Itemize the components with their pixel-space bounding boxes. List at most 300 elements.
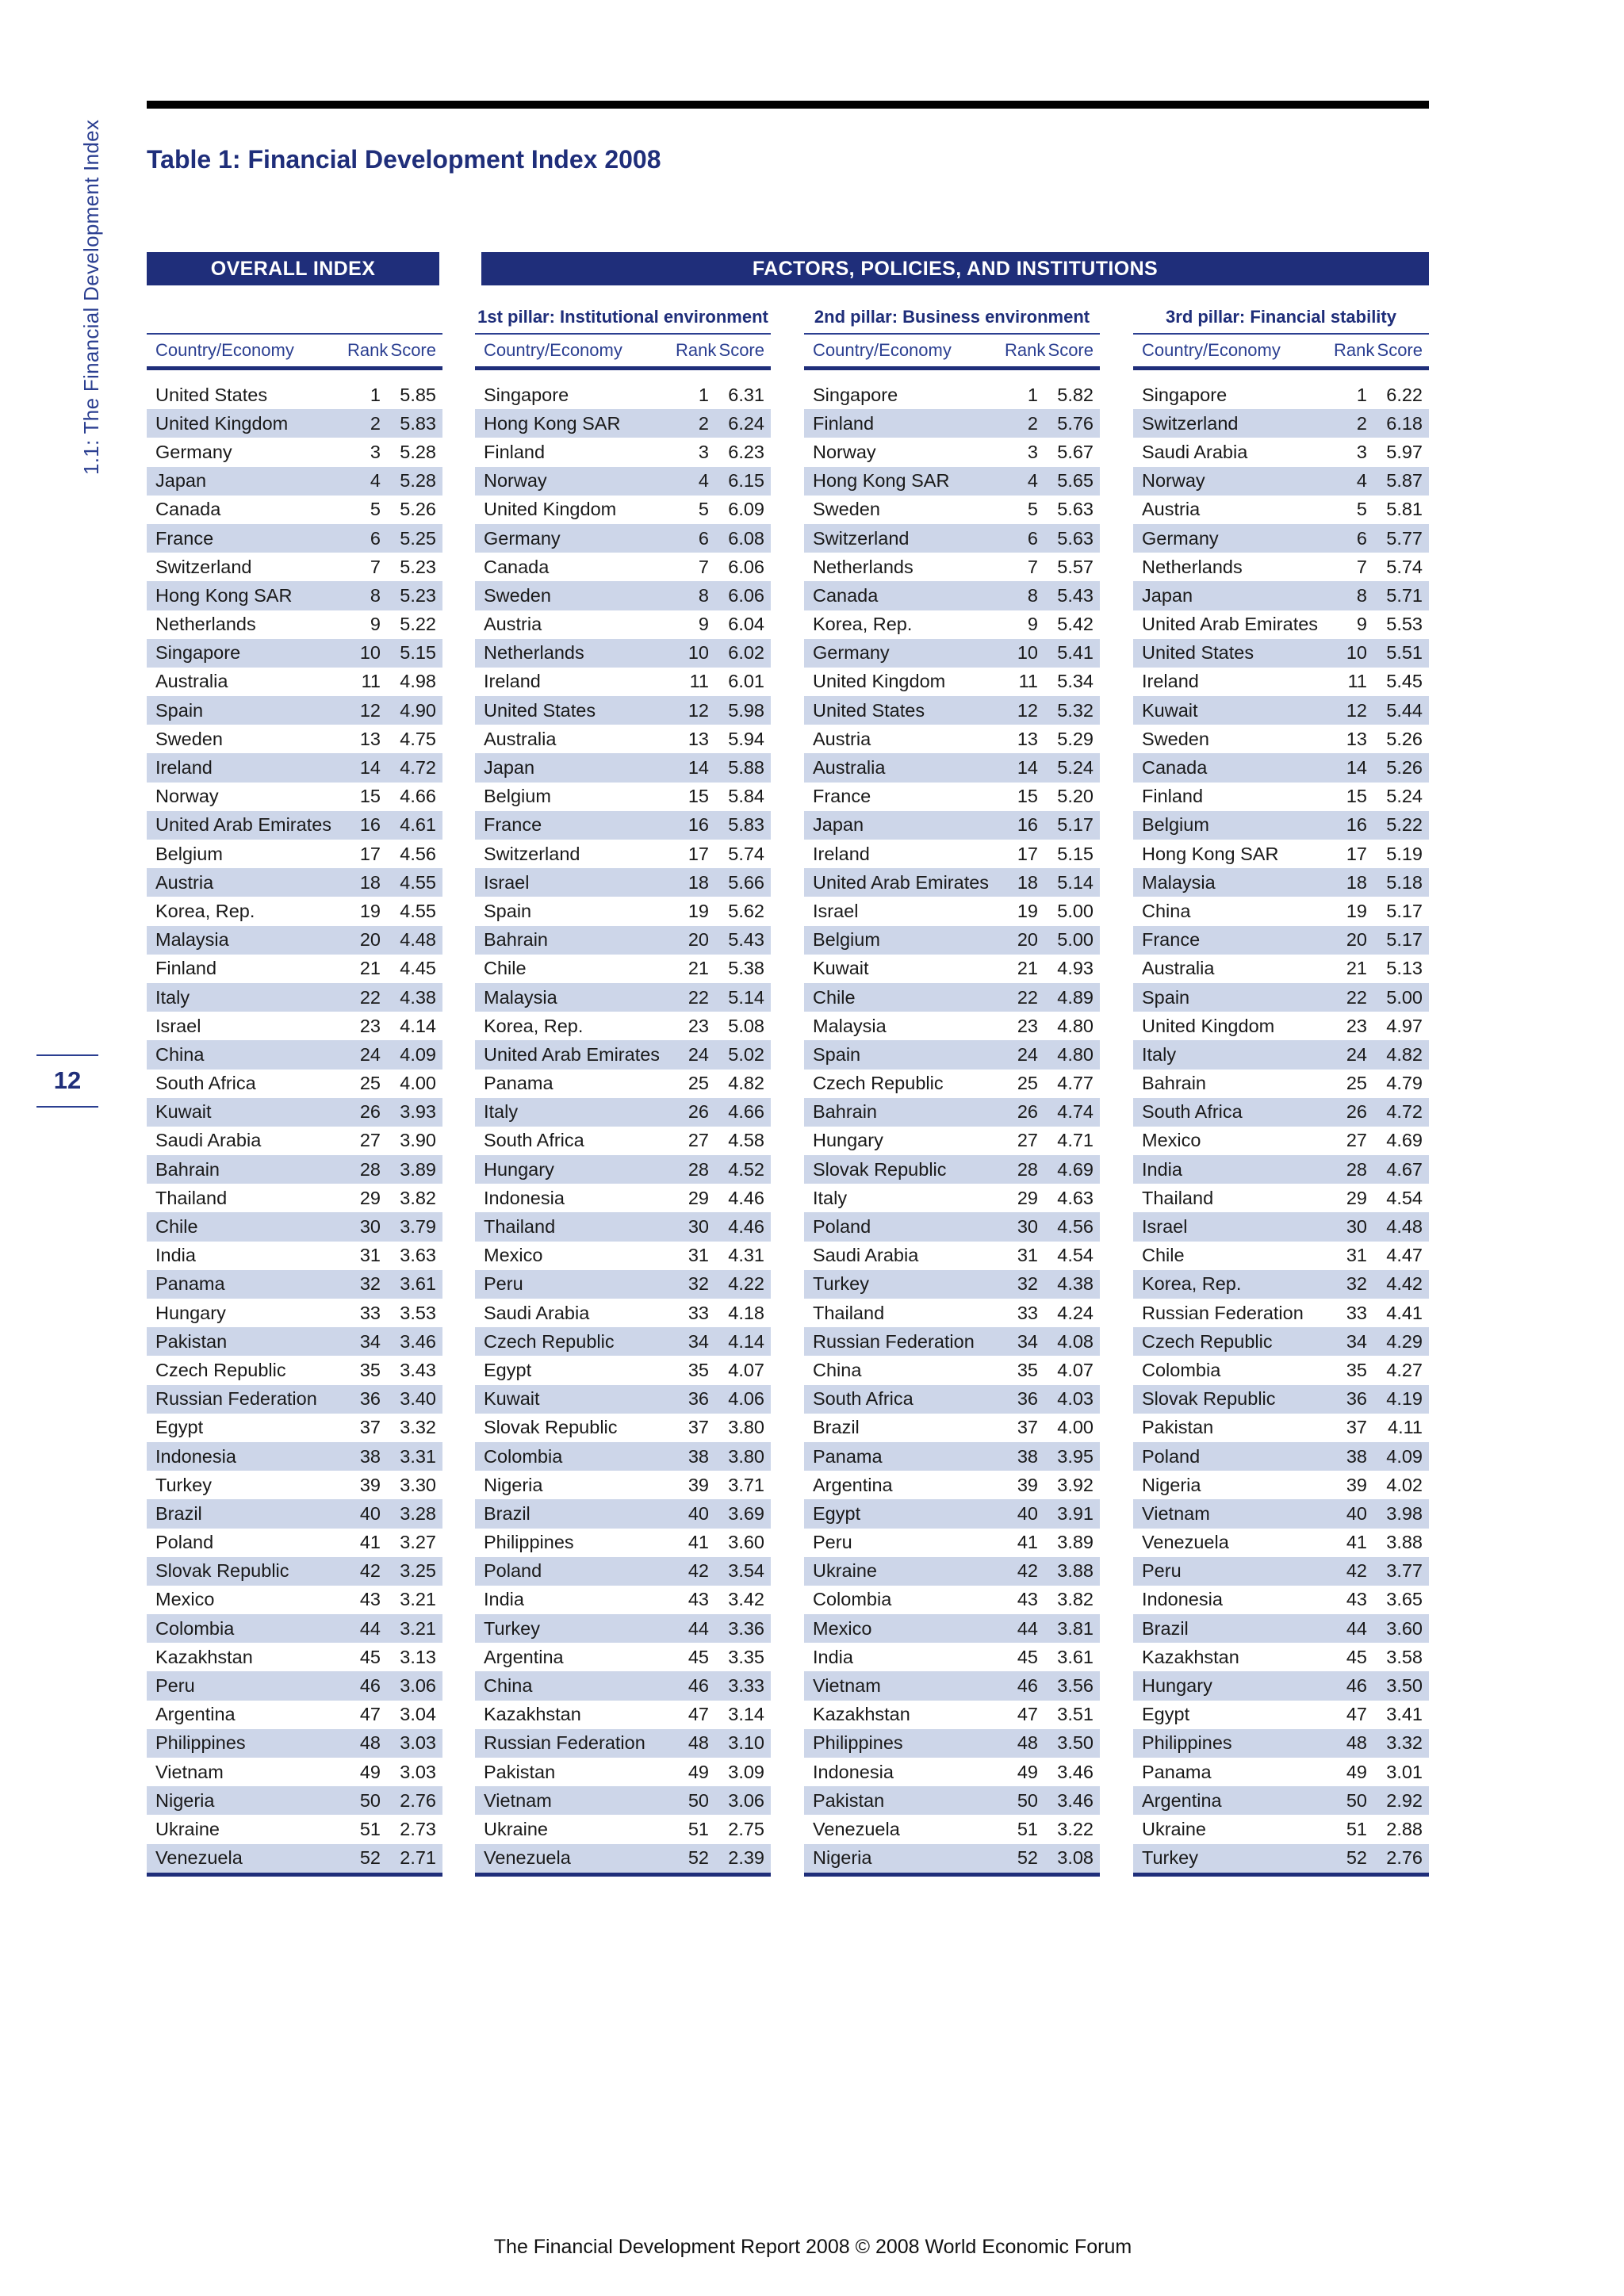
score-value: 4.14 [400, 1015, 436, 1036]
score-value: 5.63 [1057, 527, 1094, 549]
table-pillar-3 [1133, 301, 1429, 1877]
rank-value: 44 [688, 1617, 709, 1639]
rank-value: 2 [1027, 412, 1038, 434]
rank-value: 52 [1017, 1847, 1038, 1869]
score-value: 3.63 [400, 1245, 436, 1266]
table-bottom-rule [475, 1873, 771, 1877]
country-name: Kazakhstan [1142, 1646, 1239, 1667]
rank-value: 51 [359, 1818, 381, 1839]
rank-value: 22 [1017, 986, 1038, 1008]
score-value: 3.51 [1057, 1704, 1094, 1725]
score-value: 3.82 [1057, 1589, 1094, 1610]
score-value: 5.43 [1057, 584, 1094, 606]
rank-value: 39 [688, 1474, 709, 1495]
table-row [804, 983, 1100, 1012]
country-name: Malaysia [813, 1015, 887, 1036]
table-row [804, 955, 1100, 983]
country-name: China [155, 1043, 205, 1065]
country-name: Sweden [484, 584, 551, 606]
table-row [475, 581, 771, 610]
table-bottom-rule [1133, 1873, 1429, 1877]
score-value: 3.32 [1386, 1732, 1423, 1754]
country-name: Hungary [155, 1302, 226, 1323]
rank-value: 28 [688, 1158, 709, 1180]
score-value: 4.02 [1386, 1474, 1423, 1495]
rank-value: 29 [1346, 1187, 1367, 1208]
country-name: Hungary [484, 1158, 554, 1180]
table-row [147, 1786, 442, 1815]
table-row [1133, 1242, 1429, 1270]
score-value: 3.95 [1057, 1445, 1094, 1467]
country-name: Colombia [1142, 1359, 1221, 1380]
country-name: Austria [484, 614, 542, 635]
column-header-row [1133, 333, 1429, 366]
country-name: Korea, Rep. [484, 1015, 584, 1036]
country-name: Norway [155, 786, 219, 807]
table-row [147, 1815, 442, 1843]
rank-value: 35 [359, 1359, 381, 1380]
score-value: 4.61 [400, 814, 436, 836]
score-value: 4.09 [1386, 1445, 1423, 1467]
score-value: 3.60 [728, 1532, 764, 1553]
factors-banner: FACTORS, POLICIES, AND INSTITUTIONS [481, 252, 1429, 285]
rank-value: 45 [1346, 1646, 1367, 1667]
table-row [1133, 868, 1429, 897]
rank-value: 8 [1027, 584, 1038, 606]
table-row [1133, 926, 1429, 955]
table-row [804, 467, 1100, 496]
table-row [475, 381, 771, 409]
country-name: Egypt [484, 1359, 532, 1380]
score-value: 4.00 [1057, 1417, 1094, 1438]
table-row [804, 1529, 1100, 1557]
country-name: Hong Kong SAR [484, 412, 621, 434]
rank-value: 48 [1346, 1732, 1367, 1754]
table-row [1133, 1671, 1429, 1700]
country-name: Canada [155, 499, 221, 520]
score-value: 4.69 [1386, 1130, 1423, 1151]
score-value: 3.35 [728, 1646, 764, 1667]
rank-value: 18 [688, 871, 709, 893]
rank-value: 5 [698, 499, 709, 520]
table-row [1133, 897, 1429, 925]
country-name: Switzerland [155, 556, 252, 577]
score-value: 3.25 [400, 1560, 436, 1582]
rank-value: 27 [1346, 1130, 1367, 1151]
country-name: Kazakhstan [484, 1704, 581, 1725]
score-value: 4.48 [400, 929, 436, 951]
score-value: 4.79 [1386, 1073, 1423, 1094]
score-value: 3.27 [400, 1532, 436, 1553]
rank-value: 21 [688, 958, 709, 979]
rank-value: 15 [688, 786, 709, 807]
country-name: Czech Republic [484, 1330, 615, 1352]
rank-value: 7 [1356, 556, 1367, 577]
rank-value: 43 [1346, 1589, 1367, 1610]
table-row [147, 753, 442, 782]
country-name: Vietnam [813, 1675, 881, 1697]
score-value: 3.56 [1057, 1675, 1094, 1697]
table-row [1133, 1040, 1429, 1069]
rank-value: 19 [1346, 900, 1367, 921]
country-name: Austria [813, 728, 871, 749]
table-body [475, 381, 771, 1873]
table-row [147, 1127, 442, 1155]
table-row [475, 1614, 771, 1643]
header-rank: Rank [676, 340, 717, 360]
table-row [147, 1414, 442, 1442]
rank-value: 51 [1017, 1818, 1038, 1839]
table-row [804, 1098, 1100, 1127]
table-row [1133, 581, 1429, 610]
rank-value: 33 [1346, 1302, 1367, 1323]
score-value: 5.81 [1386, 499, 1423, 520]
table-row [475, 1643, 771, 1671]
table-row [147, 783, 442, 811]
country-name: Bahrain [1142, 1073, 1206, 1094]
country-name: Czech Republic [1142, 1330, 1273, 1352]
rank-value: 9 [370, 614, 381, 635]
score-value: 5.32 [1057, 699, 1094, 721]
country-name: Russian Federation [484, 1732, 645, 1754]
table-row [804, 553, 1100, 581]
rank-value: 17 [1346, 843, 1367, 864]
rank-value: 3 [1356, 441, 1367, 462]
table-row [1133, 1414, 1429, 1442]
table-pillar-1 [475, 301, 771, 1877]
score-value: 4.55 [400, 871, 436, 893]
table-title: Table 1: Financial Development Index 2008 [147, 145, 661, 174]
rank-value: 15 [359, 786, 381, 807]
rank-value: 47 [1017, 1704, 1038, 1725]
rank-value: 5 [370, 499, 381, 520]
table-row [804, 1471, 1100, 1499]
country-name: Nigeria [155, 1789, 215, 1811]
country-name: Norway [813, 441, 876, 462]
country-name: Indonesia [813, 1761, 894, 1782]
score-value: 2.76 [400, 1789, 436, 1811]
score-value: 5.22 [400, 614, 436, 635]
country-name: India [484, 1589, 524, 1610]
score-value: 3.60 [1386, 1617, 1423, 1639]
score-value: 5.24 [1386, 786, 1423, 807]
table-row [475, 1356, 771, 1384]
country-name: Pakistan [484, 1761, 556, 1782]
country-name: Nigeria [1142, 1474, 1201, 1495]
rank-value: 26 [1346, 1101, 1367, 1123]
rank-value: 41 [1017, 1532, 1038, 1553]
country-name: China [484, 1675, 533, 1697]
table-row [475, 1557, 771, 1586]
country-name: Singapore [155, 642, 241, 664]
country-name: Germany [155, 441, 232, 462]
table-row [1133, 811, 1429, 840]
rank-value: 34 [1346, 1330, 1367, 1352]
header-score: Score [1048, 340, 1094, 360]
running-section-label: 1.1: The Financial Development Index [79, 119, 103, 475]
table-row [1133, 1385, 1429, 1414]
table-row [804, 725, 1100, 753]
score-value: 3.28 [400, 1502, 436, 1524]
table-bottom-rule [804, 1873, 1100, 1877]
table-row [147, 467, 442, 496]
country-name: Italy [1142, 1043, 1177, 1065]
score-value: 6.22 [1386, 384, 1423, 405]
country-name: United Arab Emirates [484, 1043, 661, 1065]
score-value: 5.83 [400, 412, 436, 434]
table-row [804, 524, 1100, 553]
country-name: Czech Republic [155, 1359, 286, 1380]
country-name: Argentina [155, 1704, 236, 1725]
country-name: Egypt [1142, 1704, 1190, 1725]
rank-value: 26 [359, 1101, 381, 1123]
rank-value: 8 [370, 584, 381, 606]
table-row [475, 983, 771, 1012]
rank-value: 49 [1017, 1761, 1038, 1782]
table-row [147, 840, 442, 868]
table-row [1133, 1815, 1429, 1843]
rank-value: 20 [1346, 929, 1367, 951]
country-name: Peru [1142, 1560, 1182, 1582]
rank-value: 33 [359, 1302, 381, 1323]
score-value: 5.57 [1057, 556, 1094, 577]
pillar-title: 2nd pillar: Business environment [814, 307, 1090, 327]
rank-value: 46 [688, 1675, 709, 1697]
rank-value: 42 [688, 1560, 709, 1582]
table-row [1133, 1844, 1429, 1873]
country-name: Italy [155, 986, 190, 1008]
table-row [804, 926, 1100, 955]
table-row [1133, 1356, 1429, 1384]
score-value: 5.15 [400, 642, 436, 664]
score-value: 4.66 [728, 1101, 764, 1123]
table-row [1133, 1586, 1429, 1614]
table-row [804, 840, 1100, 868]
rank-value: 33 [1017, 1302, 1038, 1323]
country-name: Norway [1142, 470, 1205, 492]
rank-value: 47 [359, 1704, 381, 1725]
header-score: Score [718, 340, 764, 360]
table-row [147, 1327, 442, 1356]
rank-value: 37 [359, 1417, 381, 1438]
table-row [147, 926, 442, 955]
rank-value: 6 [370, 527, 381, 549]
table-row [1133, 1614, 1429, 1643]
table-row [1133, 840, 1429, 868]
score-value: 4.24 [1057, 1302, 1094, 1323]
table-row [1133, 1442, 1429, 1471]
rank-value: 24 [688, 1043, 709, 1065]
rank-value: 40 [1346, 1502, 1367, 1524]
score-value: 6.08 [728, 527, 764, 549]
country-name: Panama [484, 1073, 553, 1094]
table-row [475, 639, 771, 668]
page-footer [0, 2236, 1624, 2259]
table-row [1133, 1070, 1429, 1098]
table-body [147, 381, 442, 1873]
rank-value: 45 [688, 1646, 709, 1667]
country-name: Indonesia [155, 1445, 236, 1467]
country-name: Kuwait [1142, 699, 1198, 721]
pillar-title [147, 301, 442, 333]
country-name: Germany [484, 527, 561, 549]
rank-value: 34 [1017, 1330, 1038, 1352]
score-value: 4.93 [1057, 958, 1094, 979]
score-value: 2.71 [400, 1847, 436, 1869]
table-row [1133, 1327, 1429, 1356]
country-name: Singapore [813, 384, 898, 405]
score-value: 3.41 [1386, 1704, 1423, 1725]
country-name: France [484, 814, 542, 836]
score-value: 2.73 [400, 1818, 436, 1839]
table-body [804, 381, 1100, 1873]
country-name: Thailand [155, 1187, 228, 1208]
rank-value: 14 [688, 757, 709, 779]
score-value: 5.17 [1057, 814, 1094, 836]
table-row [1133, 639, 1429, 668]
table-row [1133, 524, 1429, 553]
score-value: 3.46 [400, 1330, 436, 1352]
rank-value: 42 [1346, 1560, 1367, 1582]
country-name: Chile [1142, 1245, 1185, 1266]
country-name: Czech Republic [813, 1073, 944, 1094]
score-value: 4.63 [1057, 1187, 1094, 1208]
country-name: Italy [484, 1101, 519, 1123]
rank-value: 49 [688, 1761, 709, 1782]
rank-value: 31 [1017, 1245, 1038, 1266]
table-row [475, 1442, 771, 1471]
rank-value: 15 [1346, 786, 1367, 807]
rank-value: 21 [1017, 958, 1038, 979]
rank-value: 7 [698, 556, 709, 577]
country-name: Finland [484, 441, 546, 462]
table-row [804, 1356, 1100, 1384]
rank-value: 44 [1017, 1617, 1038, 1639]
score-value: 4.31 [728, 1245, 764, 1266]
rank-value: 23 [1346, 1015, 1367, 1036]
country-name: Japan [155, 470, 207, 492]
table-row [475, 897, 771, 925]
rank-value: 43 [1017, 1589, 1038, 1610]
score-value: 3.33 [728, 1675, 764, 1697]
rank-value: 13 [1017, 728, 1038, 749]
score-value: 4.14 [728, 1330, 764, 1352]
country-name: Finland [1142, 786, 1204, 807]
rank-value: 29 [359, 1187, 381, 1208]
score-value: 3.46 [1057, 1789, 1094, 1811]
country-name: Spain [484, 900, 532, 921]
country-name: Kazakhstan [155, 1646, 253, 1667]
rank-value: 2 [370, 412, 381, 434]
score-value: 4.03 [1057, 1388, 1094, 1410]
rank-value: 48 [688, 1732, 709, 1754]
score-value: 4.38 [400, 986, 436, 1008]
table-row [804, 409, 1100, 438]
country-name: Saudi Arabia [813, 1245, 919, 1266]
table-pillar-2 [804, 301, 1100, 1877]
country-name: Australia [484, 728, 557, 749]
table-row [804, 1671, 1100, 1700]
country-name: France [1142, 929, 1201, 951]
rank-value: 11 [361, 671, 381, 692]
rank-value: 10 [1346, 642, 1367, 664]
rank-value: 51 [688, 1818, 709, 1839]
country-name: Chile [484, 958, 527, 979]
country-name: Slovak Republic [813, 1158, 947, 1180]
rank-value: 50 [688, 1789, 709, 1811]
country-name: Canada [1142, 757, 1208, 779]
table-row [804, 1184, 1100, 1212]
table-row [804, 1414, 1100, 1442]
rank-value: 12 [1346, 699, 1367, 721]
score-value: 4.38 [1057, 1273, 1094, 1295]
table-row [475, 553, 771, 581]
table-row [147, 696, 442, 725]
score-value: 3.03 [400, 1761, 436, 1782]
rank-value: 49 [359, 1761, 381, 1782]
score-value: 3.10 [728, 1732, 764, 1754]
rank-value: 16 [359, 814, 381, 836]
rank-value: 25 [1017, 1073, 1038, 1094]
table-row [475, 696, 771, 725]
table-row [475, 1040, 771, 1069]
country-name: Hong Kong SAR [155, 584, 293, 606]
score-value: 5.00 [1057, 900, 1094, 921]
table-row [475, 1729, 771, 1758]
score-value: 5.65 [1057, 470, 1094, 492]
country-name: South Africa [1142, 1101, 1243, 1123]
table-row [475, 524, 771, 553]
rank-value: 50 [1346, 1789, 1367, 1811]
score-value: 3.14 [728, 1704, 764, 1725]
rank-value: 34 [688, 1330, 709, 1352]
score-value: 3.91 [1057, 1502, 1094, 1524]
score-value: 6.15 [728, 470, 764, 492]
score-value: 3.06 [728, 1789, 764, 1811]
table-row [147, 381, 442, 409]
country-name: Colombia [813, 1589, 892, 1610]
country-name: Peru [155, 1675, 195, 1697]
table-row [804, 1040, 1100, 1069]
table-row [1133, 381, 1429, 409]
pillar-title: 3rd pillar: Financial stability [1166, 307, 1396, 327]
header-rule [1133, 366, 1429, 370]
table-row [475, 1414, 771, 1442]
rank-value: 36 [688, 1388, 709, 1410]
score-value: 5.23 [400, 584, 436, 606]
rank-value: 25 [359, 1073, 381, 1094]
rank-value: 41 [1346, 1532, 1367, 1553]
rank-value: 31 [688, 1245, 709, 1266]
rank-value: 31 [359, 1245, 381, 1266]
country-name: Netherlands [1142, 556, 1243, 577]
country-name: Pakistan [813, 1789, 885, 1811]
score-value: 2.92 [1386, 1789, 1423, 1811]
table-row [804, 1385, 1100, 1414]
country-name: Thailand [484, 1216, 556, 1238]
score-value: 6.18 [1386, 412, 1423, 434]
rank-value: 29 [1017, 1187, 1038, 1208]
header-country: Country/Economy [813, 340, 952, 360]
rank-value: 30 [359, 1216, 381, 1238]
score-value: 6.09 [728, 499, 764, 520]
rank-value: 4 [698, 470, 709, 492]
table-row [147, 1070, 442, 1098]
table-row [1133, 955, 1429, 983]
score-value: 4.82 [728, 1073, 764, 1094]
score-value: 3.61 [400, 1273, 436, 1295]
table-row [475, 467, 771, 496]
